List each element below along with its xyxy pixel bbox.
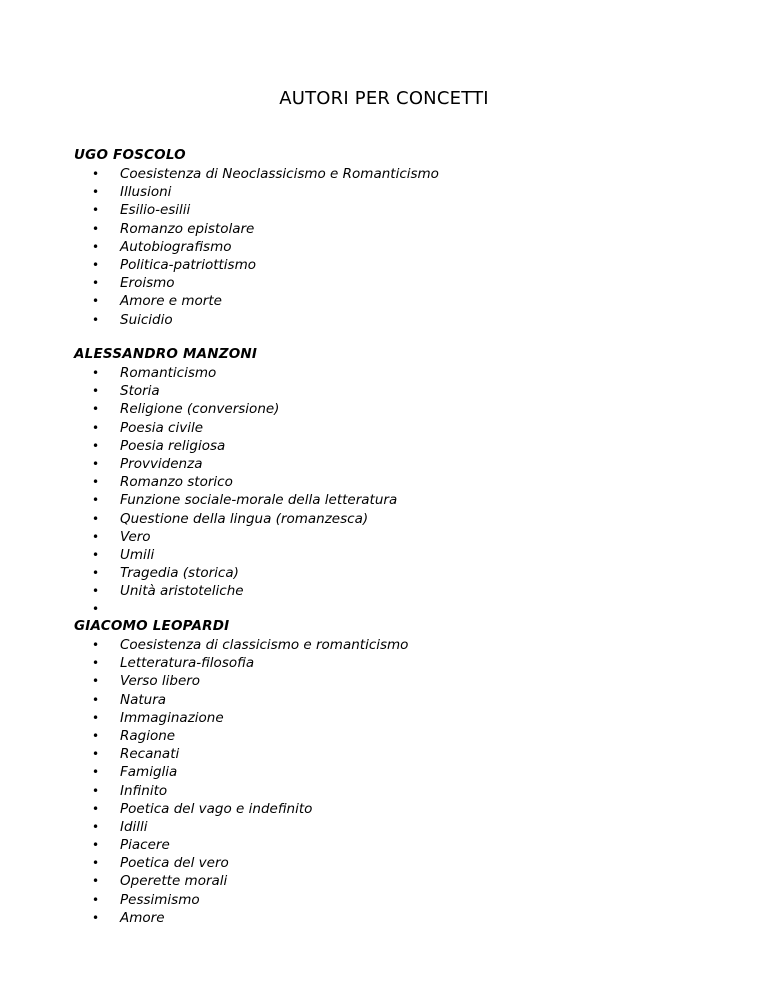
bullet-icon: • (92, 856, 100, 871)
bullet-icon: • (92, 838, 100, 853)
concept-text: Romanzo epistolare (120, 220, 255, 237)
concept-text: Poetica del vero (120, 855, 229, 872)
concept-text: Ragione (120, 727, 176, 744)
bullet-icon: • (92, 384, 100, 399)
bullet-icon: • (92, 547, 100, 562)
concept-text: Recanati (120, 746, 180, 763)
author-heading-leopardi: GIACOMO LEOPARDI (74, 618, 230, 634)
concept-text: Poesia religiosa (120, 437, 226, 454)
concept-text: Idilli (120, 818, 148, 835)
concept-text: Immaginazione (120, 709, 224, 726)
concept-text: Illusioni (120, 184, 172, 201)
bullet-icon: • (92, 584, 100, 599)
concept-text: Romanzo storico (120, 474, 233, 491)
bullet-icon: • (92, 910, 100, 925)
concept-text: Funzione sociale-morale della letteratura (120, 492, 398, 509)
concept-text: Amore e morte (120, 293, 222, 310)
bullet-icon: • (92, 475, 100, 490)
bullet-icon: • (92, 747, 100, 762)
bullet-icon: • (92, 511, 100, 526)
concept-text: Storia (120, 383, 160, 400)
concept-text: Romanticismo (120, 365, 217, 381)
concept-text: Famiglia (120, 764, 178, 781)
bullet-icon: • (92, 239, 100, 254)
concept-text: Piacere (120, 837, 170, 854)
concept-text: Unità aristoteliche (120, 583, 244, 600)
bullet-icon: • (92, 801, 100, 816)
bullet-icon: • (92, 602, 100, 617)
bullet-icon: • (92, 874, 100, 889)
bullet-icon: • (92, 892, 100, 907)
concept-text: Esilio-esilii (120, 202, 191, 219)
bullet-icon: • (92, 638, 100, 652)
bullet-icon: • (92, 276, 100, 291)
bullet-icon: • (92, 221, 100, 236)
bullet-icon: • (92, 203, 100, 218)
bullet-icon: • (92, 294, 100, 309)
concept-text: Operette morali (120, 873, 228, 890)
bullet-icon: • (92, 366, 100, 380)
bullet-icon: • (92, 312, 100, 327)
bullet-icon: • (92, 493, 100, 508)
bullet-icon: • (92, 819, 100, 834)
concept-text: Letteratura-filosofia (120, 655, 255, 672)
concept-text: Amore (120, 909, 165, 926)
bullet-icon: • (92, 765, 100, 780)
concept-text: Provvidenza (120, 455, 203, 472)
bullet-icon: • (92, 710, 100, 725)
bullet-icon: • (92, 456, 100, 471)
bullet-icon: • (92, 656, 100, 671)
concept-text: Infinito (120, 782, 168, 799)
bullet-icon: • (92, 257, 100, 272)
bullet-icon: • (92, 529, 100, 544)
concept-text: Eroismo (120, 275, 175, 292)
concept-text: Umili (120, 546, 155, 563)
bullet-icon: • (92, 674, 100, 689)
concept-text: Questione della lingua (romanzesca) (120, 510, 369, 527)
concept-text: Religione (conversione) (120, 401, 280, 418)
bullet-icon: • (92, 167, 100, 181)
concept-text: Poesia civile (120, 419, 204, 436)
bullet-icon: • (92, 438, 100, 453)
bullet-icon: • (92, 185, 100, 200)
concept-text: Politica-patriottismo (120, 256, 256, 273)
concept-text: Poetica del vago e indefinito (120, 800, 313, 817)
bullet-icon: • (92, 783, 100, 798)
bullet-icon: • (92, 728, 100, 743)
author-heading-manzoni: ALESSANDRO MANZONI (74, 346, 258, 362)
bullet-icon: • (92, 420, 100, 435)
concept-text: Verso libero (120, 673, 201, 690)
concept-text: Tragedia (storica) (120, 565, 239, 582)
bullet-icon: • (92, 692, 100, 707)
document-title: AUTORI PER CONCETTI (279, 88, 489, 109)
concept-text: Autobiografismo (120, 238, 232, 255)
bullet-icon: • (92, 566, 100, 581)
concept-text: Natura (120, 691, 167, 708)
concept-text: Pessimismo (120, 891, 200, 908)
bullet-icon: • (92, 402, 100, 417)
concept-text: Vero (120, 528, 151, 545)
concept-text: Coesistenza di Neoclassicismo e Romanticismo (120, 166, 439, 182)
concept-text: Suicidio (120, 311, 173, 328)
concept-text: Coesistenza di classicismo e romanticismo (120, 637, 409, 653)
author-heading-foscolo: UGO FOSCOLO (74, 147, 186, 163)
